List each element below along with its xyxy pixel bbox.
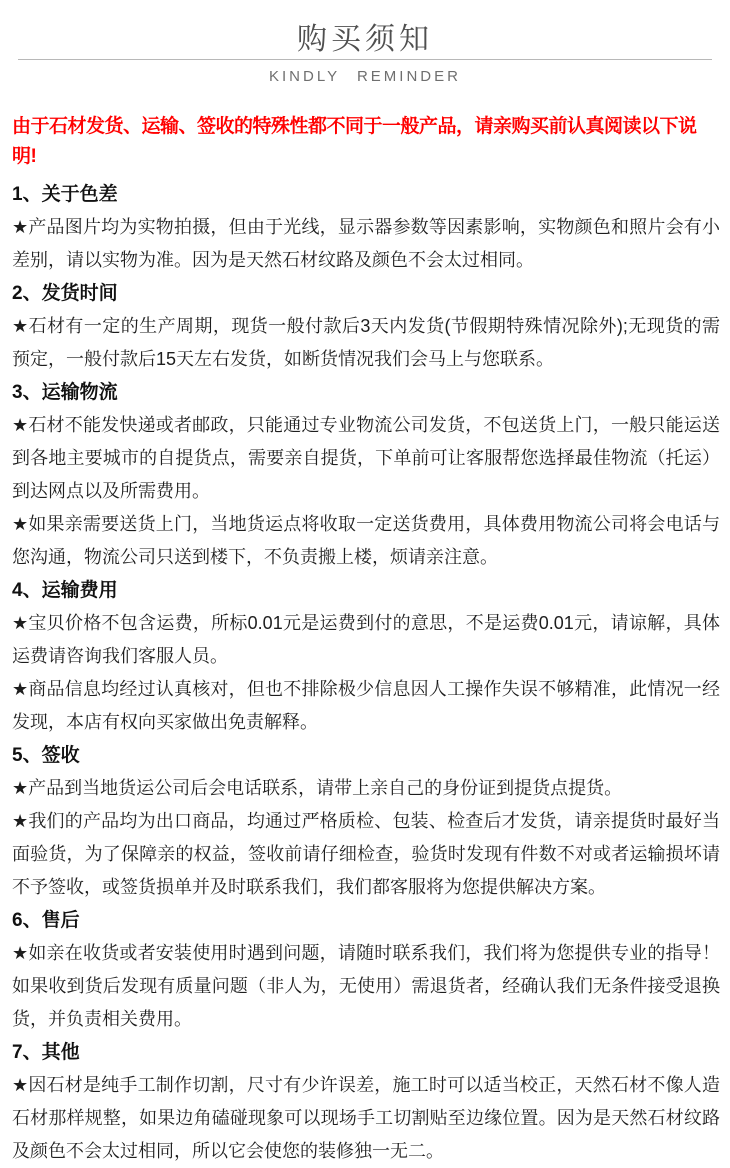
notice-section bbox=[0, 1036, 730, 1168]
notice-paragraph: ★宝贝价格不包含运费，所标0.01元是运费到付的意思，不是运费0.01元，请谅解，具体运费请咨询我们客服人员。 bbox=[12, 613, 720, 666]
notice-section bbox=[0, 739, 730, 904]
page-header bbox=[0, 0, 730, 86]
section-heading: 7、其他 bbox=[12, 1042, 80, 1063]
notice-section bbox=[0, 178, 730, 277]
notice-paragraph: ★如果亲需要送货上门，当地货运点将收取一定送货费用，具体费用物流公司将会电话与您沟通，物流公司只送到楼下，不负责搬上楼，烦请亲注意。 bbox=[12, 514, 720, 567]
notice-paragraph: ★我们的产品均为出口商品，均通过严格质检、包装、检查后才发货，请亲提货时最好当面验货，为了保障亲的权益，签收前请仔细检查，验货时发现有件数不对或者运输损坏请不予签收，或签货损单并及时联系我们，我们都客服将为您提供解决方案。 bbox=[12, 811, 720, 897]
section-heading: 3、运输物流 bbox=[12, 382, 118, 403]
notice-paragraph: ★石材有一定的生产周期，现货一般付款后3天内发货(节假期特殊情况除外);无现货的需预定，一般付款后15天左右发货，如断货情况我们会马上与您联系。 bbox=[12, 316, 720, 369]
notice-section bbox=[0, 904, 730, 1036]
section-heading: 6、售后 bbox=[12, 910, 80, 931]
section-heading: 4、运输费用 bbox=[12, 580, 118, 601]
notice-paragraph: ★商品信息均经过认真核对，但也不排除极少信息因人工操作失误不够精准，此情况一经发现，本店有权向买家做出免责解释。 bbox=[12, 679, 720, 732]
notice-section bbox=[0, 574, 730, 739]
section-heading: 5、签收 bbox=[12, 745, 80, 766]
section-heading: 1、关于色差 bbox=[12, 184, 118, 205]
title-divider bbox=[18, 59, 712, 60]
notice-section bbox=[0, 277, 730, 376]
page-title: 购买须知 bbox=[297, 23, 433, 56]
section-heading: 2、发货时间 bbox=[12, 283, 118, 304]
notice-paragraph: ★产品到当地货运公司后会电话联系，请带上亲自己的身份证到提货点提货。 bbox=[12, 778, 623, 798]
notice-sections bbox=[0, 178, 730, 1168]
page-subtitle: KINDLY REMINDER bbox=[269, 68, 461, 85]
notice-paragraph: ★石材不能发快递或者邮政，只能通过专业物流公司发货，不包送货上门，一般只能运送到各地主要城市的自提货点，需要亲自提货，下单前可让客服帮您选择最佳物流（托运）到达网点以及所需费用。 bbox=[12, 415, 720, 501]
notice-paragraph: ★如亲在收货或者安装使用时遇到问题，请随时联系我们，我们将为您提供专业的指导！如果收到货后发现有质量问题（非人为，无使用）需退货者，经确认我们无条件接受退换货，并负责相关费用。 bbox=[12, 943, 720, 1029]
warning-text: 由于石材发货、运输、签收的特殊性都不同于一般产品，请亲购买前认真阅读以下说明! bbox=[12, 116, 697, 167]
notice-paragraph: ★产品图片均为实物拍摄，但由于光线，显示器参数等因素影响，实物颜色和照片会有小差别，请以实物为准。因为是天然石材纹路及颜色不会太过相同。 bbox=[12, 217, 720, 270]
notice-section bbox=[0, 376, 730, 574]
notice-paragraph: ★因石材是纯手工制作切割，尺寸有少许误差，施工时可以适当校正，天然石材不像人造石材那样规整，如果边角磕碰现象可以现场手工切割贴至边缘位置。因为是天然石材纹路及颜色不会太过相同，所以它会使您的装修独一无二。 bbox=[12, 1075, 720, 1161]
